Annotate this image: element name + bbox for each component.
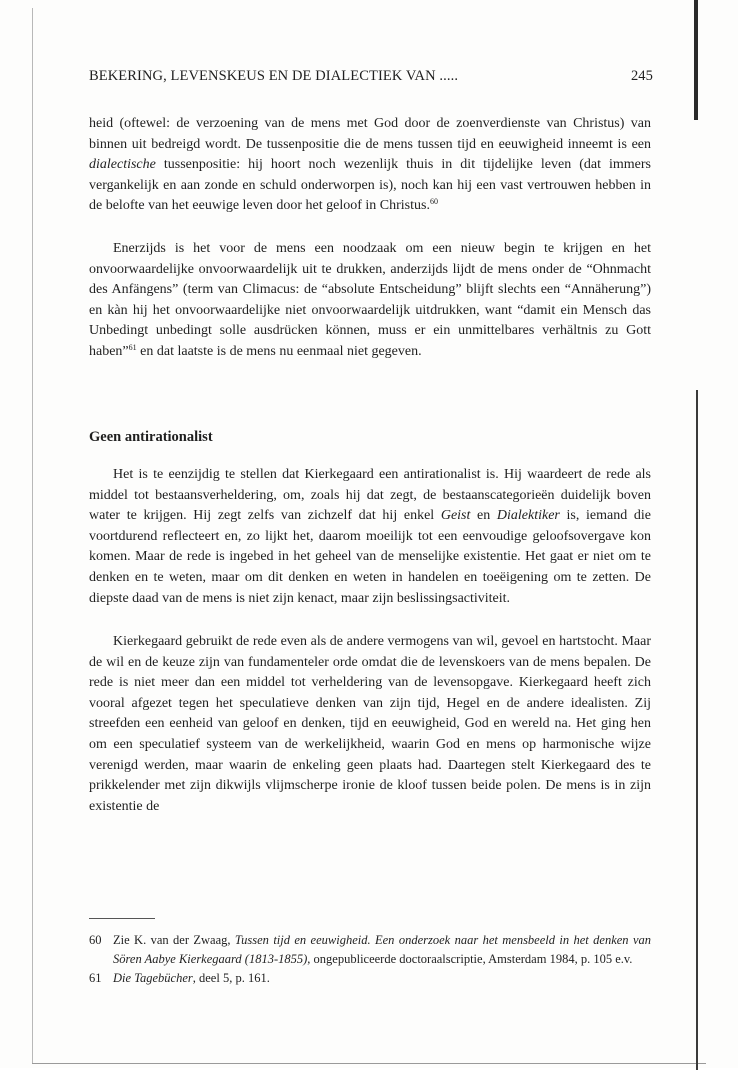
footnote-61-number: 61 <box>89 971 102 985</box>
paragraph-1 <box>89 114 651 217</box>
footnote-61-title: Die Tagebücher <box>113 971 193 985</box>
page-edge-bottom <box>32 1063 706 1064</box>
paragraph-1-emphasis: dialectische <box>89 157 156 173</box>
paragraph-2-text-a: Enerzijds is het voor de mens een noodzaak om een nieuw begin te krijgen en het onvoorwaardelijke onvoorwaardelijk uit te drukken, anderzijds lijdt de mens onder de “Ohnmacht des Anfängens” (term van Climacus: de “absolute Entscheidung” blijft slechts een “Annäherung”) en kàn hij het onvoorwaardelijke niet onvoorwaardelijk uitdrukken, want “damit ein Mensch das Unbedingt unbedingt solle ausdrücken können, muss er ein unmittelbares verhältnis zu Gott haben” <box>89 241 651 359</box>
paragraph-4-text: Kierkegaard gebruikt de rede even als de andere vermogens van wil, gevoel en hartstocht. Maar de wil en de keuze zijn van fundamenteler orde omdat die de levenskoers van de mens bepalen. De rede is niet meer dan een middel tot verheldering van de levensopgave. Kierkegaard heeft zich vooral afgezet tegen het speculatieve denken van zijn tijd, Hegel en de andere idealisten. Zij streefden een eenheid van geloof en denken, tijd en eeuwigheid, God en wereld na. Het ging hen om een speculatief systeem van de werkelijkheid, waarin God en mens op harmonische wijze verenigd werden, maar waarin de enkeling geen plaats had. Daartegen stelt Kierkegaard des te prikkelender met zijn dikwijls vlijmscherpe ironie de kloof tussen beide polen. De mens is in zijn existentie de <box>89 634 651 814</box>
footnote-60-title: Tussen tijd en eeuwigheid. Een onderzoek naar het mensbeeld in het denken van Sören Aabye Kierkegaard (1813-1855) <box>113 933 651 966</box>
footnote-separator <box>89 918 155 919</box>
paragraph-3-emphasis-geist: Geist <box>440 508 471 524</box>
footnotes <box>89 931 651 988</box>
paragraph-4 <box>89 632 651 817</box>
scan-shadow-top <box>694 0 698 120</box>
page-edge-left <box>32 8 33 1063</box>
paragraph-3-text-b: is, iemand die voortdurend reflecteert en, zo lijkt het, daarom moeilijk tot een eenvoudige geloofsovergave kon komen. Maar de rede is ingebed in het geheel van de menselijke existentie. Het gaat er niet om te denken en te weten, maar om dit denken en weten in handelen en toeëigening om te zetten. De diepste daad van de mens is niet zijn kenact, maar zijn beslissingsactiviteit. <box>89 508 651 606</box>
page-number: 245 <box>630 68 653 84</box>
section-heading: Geen antirationalist <box>89 429 213 445</box>
footnote-60-number: 60 <box>89 933 102 947</box>
paragraph-3 <box>89 465 651 609</box>
paragraph-1-text-a: heid (oftewel: de verzoening van de mens met God door de zoenverdienste van Christus) van binnen uit bedreigd wordt. De tussenpositie die de mens tussen tijd en eeuwigheid inneemt is een <box>89 116 651 152</box>
footnote-61-text-b: , deel 5, p. 161. <box>192 971 270 985</box>
footnote-60 <box>89 931 651 969</box>
footnote-ref-60[interactable]: 60 <box>429 197 438 207</box>
paragraph-3-text-mid: en <box>470 508 497 524</box>
scan-shadow-right <box>696 390 698 1070</box>
paragraph-2 <box>89 239 651 363</box>
running-head-title: BEKERING, LEVENSKEUS EN DE DIALECTIEK VAN ..... <box>89 68 459 84</box>
footnote-ref-61[interactable]: 61 <box>128 342 137 352</box>
paragraph-2-text-b: en dat laatste is de mens nu eenmaal niet gegeven. <box>136 343 422 359</box>
paragraph-1-text-b: tussenpositie: hij hoort noch wezenlijk thuis in dit tijdelijke leven (dat immers vergankelijk en aan zonde en schuld onderworpen is), noch kan hij een vast vertrouwen hebben in de belofte van het eeuwige leven door het geloof in Christus. <box>89 157 651 214</box>
footnote-60-text-b: , ongepubliceerde doctoraalscriptie, Amsterdam 1984, p. 105 e.v. <box>307 952 633 966</box>
paragraph-3-text-a: Het is te eenzijdig te stellen dat Kierkegaard een antirationalist is. Hij waardeert de rede als middel tot bestaansverheldering, om, zoals hij dat zegt, de bestaanscategorieën duidelijk boven water te krijgen. Hij zegt zelfs van zichzelf dat hij enkel <box>89 467 651 524</box>
footnote-60-text-a: Zie K. van der Zwaag, <box>113 933 235 947</box>
paragraph-3-emphasis-dialektiker: Dialektiker <box>496 508 560 524</box>
footnote-61 <box>89 969 651 988</box>
